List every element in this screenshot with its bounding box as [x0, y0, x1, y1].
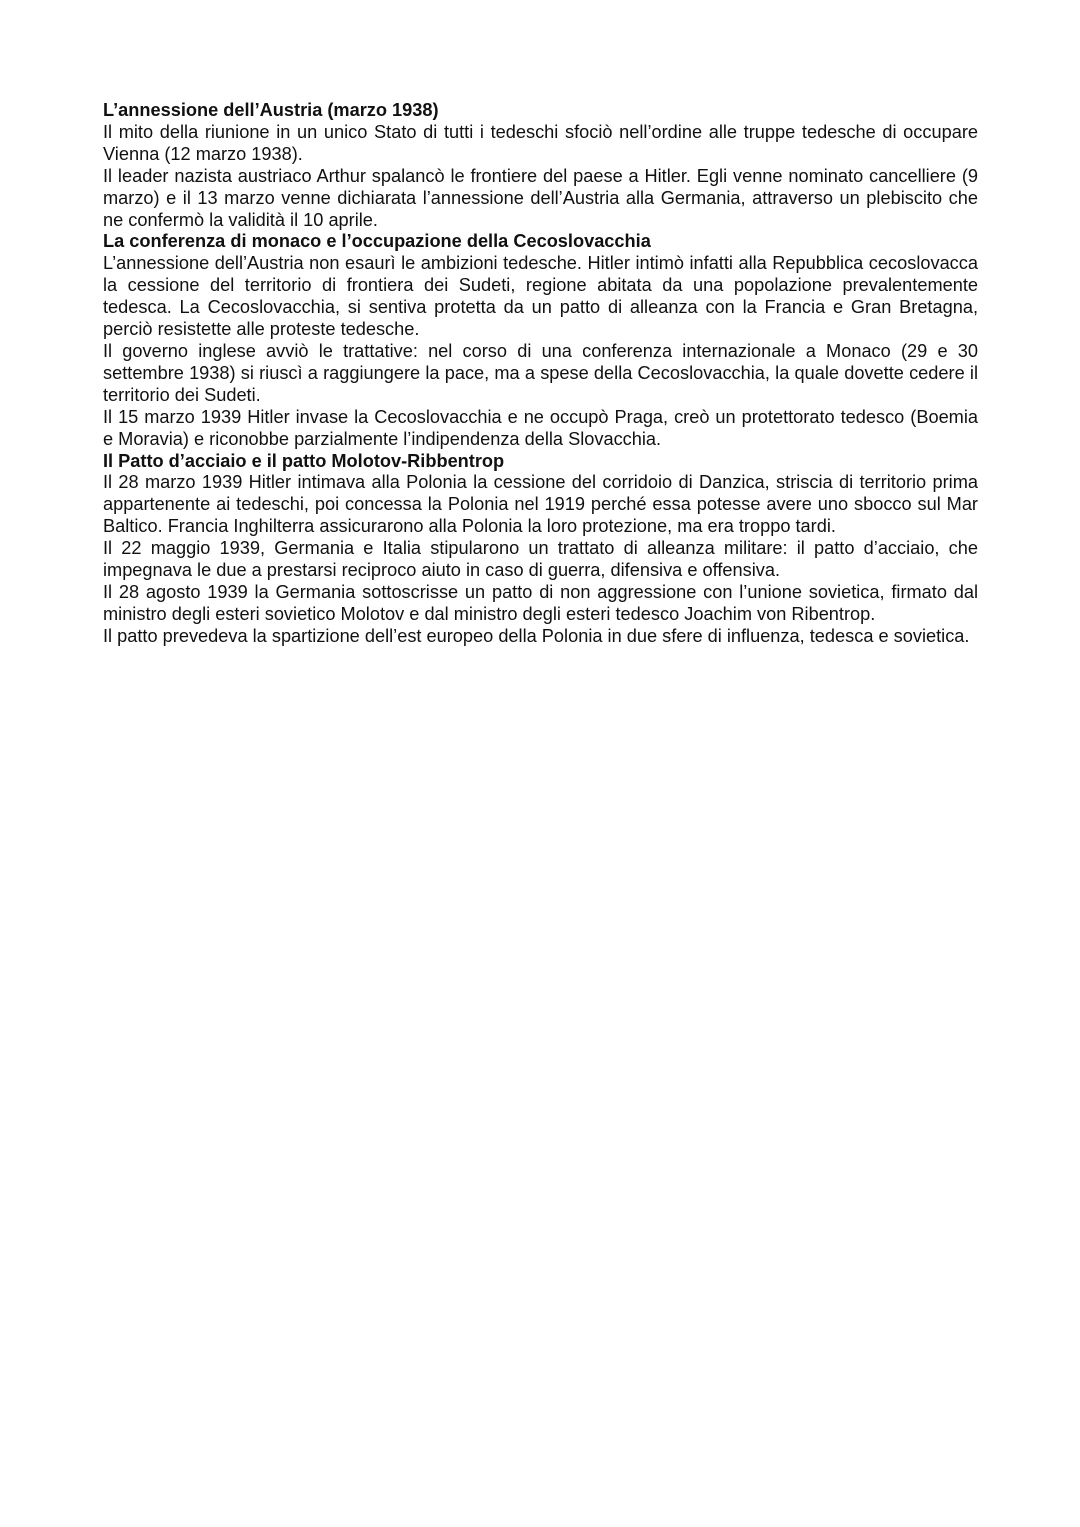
section-heading: La conferenza di monaco e l’occupazione della Cecoslovacchia — [103, 231, 651, 252]
section-heading: L’annessione dell’Austria (marzo 1938) — [103, 100, 439, 120]
section-austria-annexation — [103, 100, 978, 231]
paragraph: Il 28 agosto 1939 la Germania sottoscrisse un patto di non aggressione con l’unione sovietica, firmato dal ministro degli esteri sovietico Molotov e dal ministro degli esteri tedesco Joachim von Ribentrop. — [103, 581, 978, 624]
paragraph: Il patto prevedeva la spartizione dell’est europeo della Polonia in due sfere di influenza, tedesca e sovietica. — [103, 625, 970, 646]
section-pact-of-steel — [103, 451, 978, 648]
paragraph: Il mito della riunione in un unico Stato di tutti i tedeschi sfociò nell’ordine alle truppe tedesche di occupare Vienna (12 marzo 1938). — [103, 121, 978, 164]
section-heading: Il Patto d’acciaio e il patto Molotov-Ribbentrop — [103, 450, 505, 471]
paragraph: Il 28 marzo 1939 Hitler intimava alla Polonia la cessione del corridoio di Danzica, striscia di territorio prima appartenente ai tedeschi, poi concessa la Polonia nel 1919 perché essa potesse avere uno sbocco sul Mar Baltico. Francia Inghilterra assicurarono alla Polonia la loro protezione, ma era troppo tardi. — [103, 472, 978, 537]
section-munich-conference — [103, 231, 978, 450]
paragraph: Il leader nazista austriaco Arthur spalancò le frontiere del paese a Hitler. Egli venne nominato cancelliere (9 marzo) e il 13 marzo venne dichiarata l’annessione dell’Austria alla Germania, attraverso un plebiscito che ne confermò la validità il 10 aprile. — [103, 165, 978, 230]
paragraph: Il governo inglese avviò le trattative: nel corso di una conferenza internazionale a Monaco (29 e 30 settembre 1938) si riuscì a raggiungere la pace, ma a spese della Cecoslovacchia, la quale dovette cedere il territorio dei Sudeti. — [103, 340, 978, 405]
document-page — [103, 100, 978, 648]
paragraph: L’annessione dell’Austria non esaurì le ambizioni tedesche. Hitler intimò infatti alla Repubblica cecoslovacca la cessione del territorio di frontiera dei Sudeti, regione abitata da una popolazione prevalentemente tedesca. La Cecoslovacchia, si sentiva protetta da un patto di alleanza con la Francia e Gran Bretagna, perciò resistette alle proteste tedesche. — [103, 253, 978, 340]
paragraph: Il 15 marzo 1939 Hitler invase la Cecoslovacchia e ne occupò Praga, creò un protettorato tedesco (Boemia e Moravia) e riconobbe parzialmente l’indipendenza della Slovacchia. — [103, 406, 978, 449]
paragraph: Il 22 maggio 1939, Germania e Italia stipularono un trattato di alleanza militare: il patto d’acciaio, che impegnava le due a prestarsi reciproco aiuto in caso di guerra, difensiva e offensiva. — [103, 538, 978, 581]
